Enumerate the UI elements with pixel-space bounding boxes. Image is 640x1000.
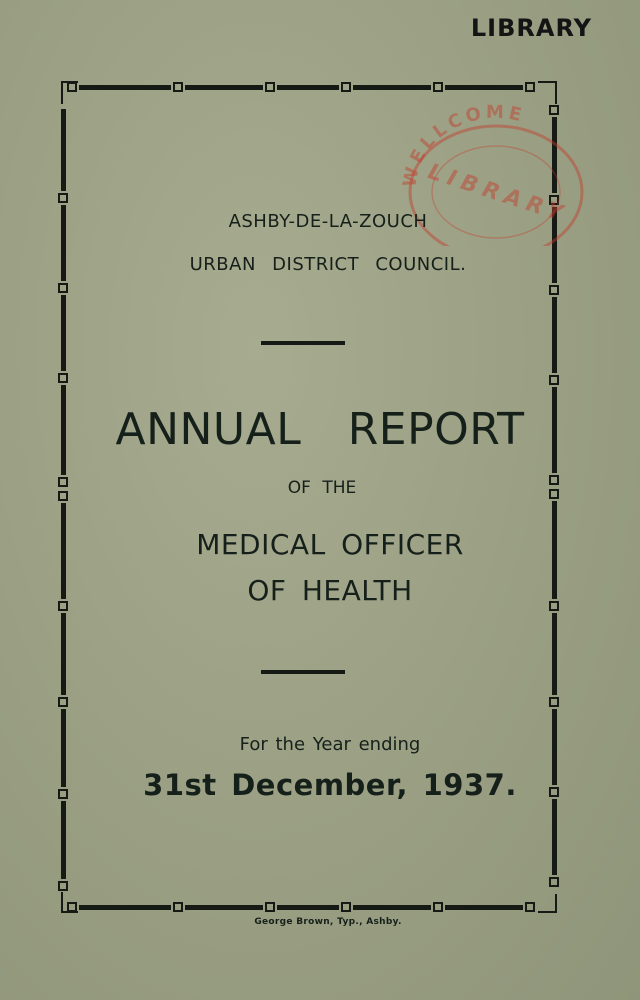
subtitle-line-2: OF HEALTH xyxy=(247,574,413,607)
report-title: ANNUAL REPORT xyxy=(115,404,525,455)
seal-center-text: LIBRARY xyxy=(424,159,572,229)
printer-credit: George Brown, Typ., Ashby. xyxy=(254,917,402,927)
report-date: 31st December, 1937. xyxy=(143,768,517,802)
divider-top xyxy=(261,341,345,345)
year-intro: For the Year ending xyxy=(239,734,421,755)
library-stamp: LIBRARY xyxy=(470,14,592,42)
council-name: ASHBY-DE-LA-ZOUCH xyxy=(228,211,428,232)
seal-arc-text: WELLCOME xyxy=(399,101,528,189)
subtitle-line-1: MEDICAL OFFICER xyxy=(196,528,464,561)
council-type: URBAN DISTRICT COUNCIL. xyxy=(189,254,467,275)
divider-bottom xyxy=(261,670,345,674)
of-the-label: OF THE xyxy=(287,478,357,498)
